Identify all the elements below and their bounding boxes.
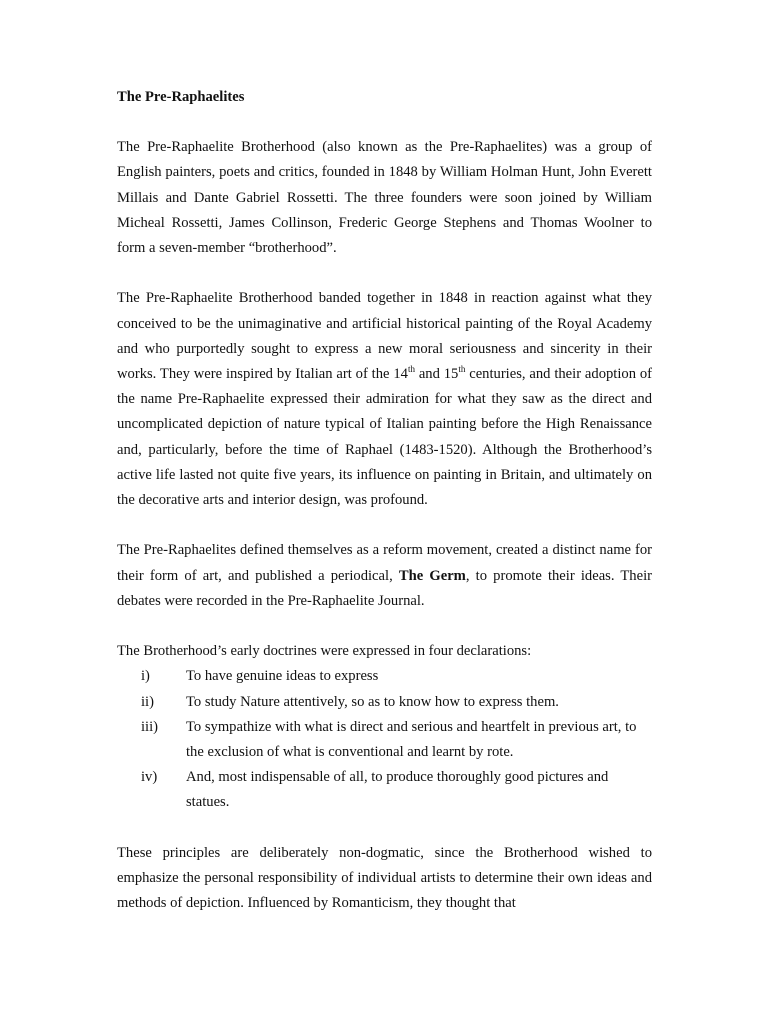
paragraph-1: The Pre-Raphaelite Brotherhood (also known as the Pre-Raphaelites) was a group of English painters, poets and critics, founded in 1848 by William Holman Hunt, John Everett Millais and Dante Gabriel Rossetti. The three founders were soon joined by William Micheal Rossetti, James Collinson, Frederic George Stephens and Thomas Woolner to form a seven-member “brotherhood”. — [117, 139, 652, 257]
document-page — [117, 85, 652, 942]
list-item-number: iii) — [141, 718, 159, 735]
list-item — [117, 715, 652, 765]
list-item-number: iv) — [141, 769, 158, 786]
superscript-th-2: th — [458, 364, 466, 375]
list-item-text: And, most indispensable of all, to produce thoroughly good pictures and statues. — [186, 769, 609, 811]
superscript-th-1: th — [407, 364, 415, 375]
paragraph-2-text-a: The Pre-Raphaelite Brotherhood banded together in 1848 in reaction against what they conceived to be the unimaginative and artificial historical painting of the Royal Academy and who purportedly sought to express a new moral seriousness and sincerity in their works. They were inspired by Italian art of the 14 — [117, 290, 652, 383]
list-item-text: To study Nature attentively, so as to know how to express them. — [186, 693, 559, 710]
paragraph-2 — [117, 286, 652, 513]
list-item — [117, 690, 652, 715]
paragraph-3-text-b: , to promote their ideas. Their debates were recorded in the Pre-Raphaelite Journal. — [117, 567, 652, 609]
list-item-number: ii) — [141, 693, 154, 710]
document-title: The Pre-Raphaelites — [117, 89, 245, 105]
list-item — [117, 765, 652, 815]
list-item-text: To sympathize with what is direct and serious and heartfelt in previous art, to the exclusion of what is conventional and learnt by rote. — [186, 718, 637, 761]
declarations-intro: The Brotherhood’s early doctrines were expressed in four declarations: — [117, 643, 532, 660]
list-item-text: To have genuine ideas to express — [186, 668, 379, 685]
paragraph-4: These principles are deliberately non-dogmatic, since the Brotherhood wished to emphasize the personal responsibility of individual artists to determine their own ideas and methods of depiction. Influenced by Romanticism, they thought that — [117, 844, 652, 912]
periodical-title: The Germ — [398, 567, 466, 584]
paragraph-2-text-b: and 15 — [414, 366, 459, 383]
paragraph-2-text-c: centuries, and their adoption of the name Pre-Raphaelite expressed their admiration for what they saw as the direct and uncomplicated depiction of nature typical of Italian painting before the High Renaissance and, particularly, before the time of Raphael (1483-1520). Although the Brotherhood’s active life lasted not quite five years, its influence on painting in Britain, and ultimately on the decorative arts and interior design, was profound. — [117, 366, 652, 509]
paragraph-3 — [117, 538, 652, 614]
list-item-number: i) — [141, 668, 150, 685]
paragraph-3-text-a: The Pre-Raphaelites defined themselves as a reform movement, created a distinct name for their form of art, and published a periodical, — [117, 542, 652, 584]
declarations-list — [117, 664, 652, 815]
list-item — [117, 664, 652, 689]
